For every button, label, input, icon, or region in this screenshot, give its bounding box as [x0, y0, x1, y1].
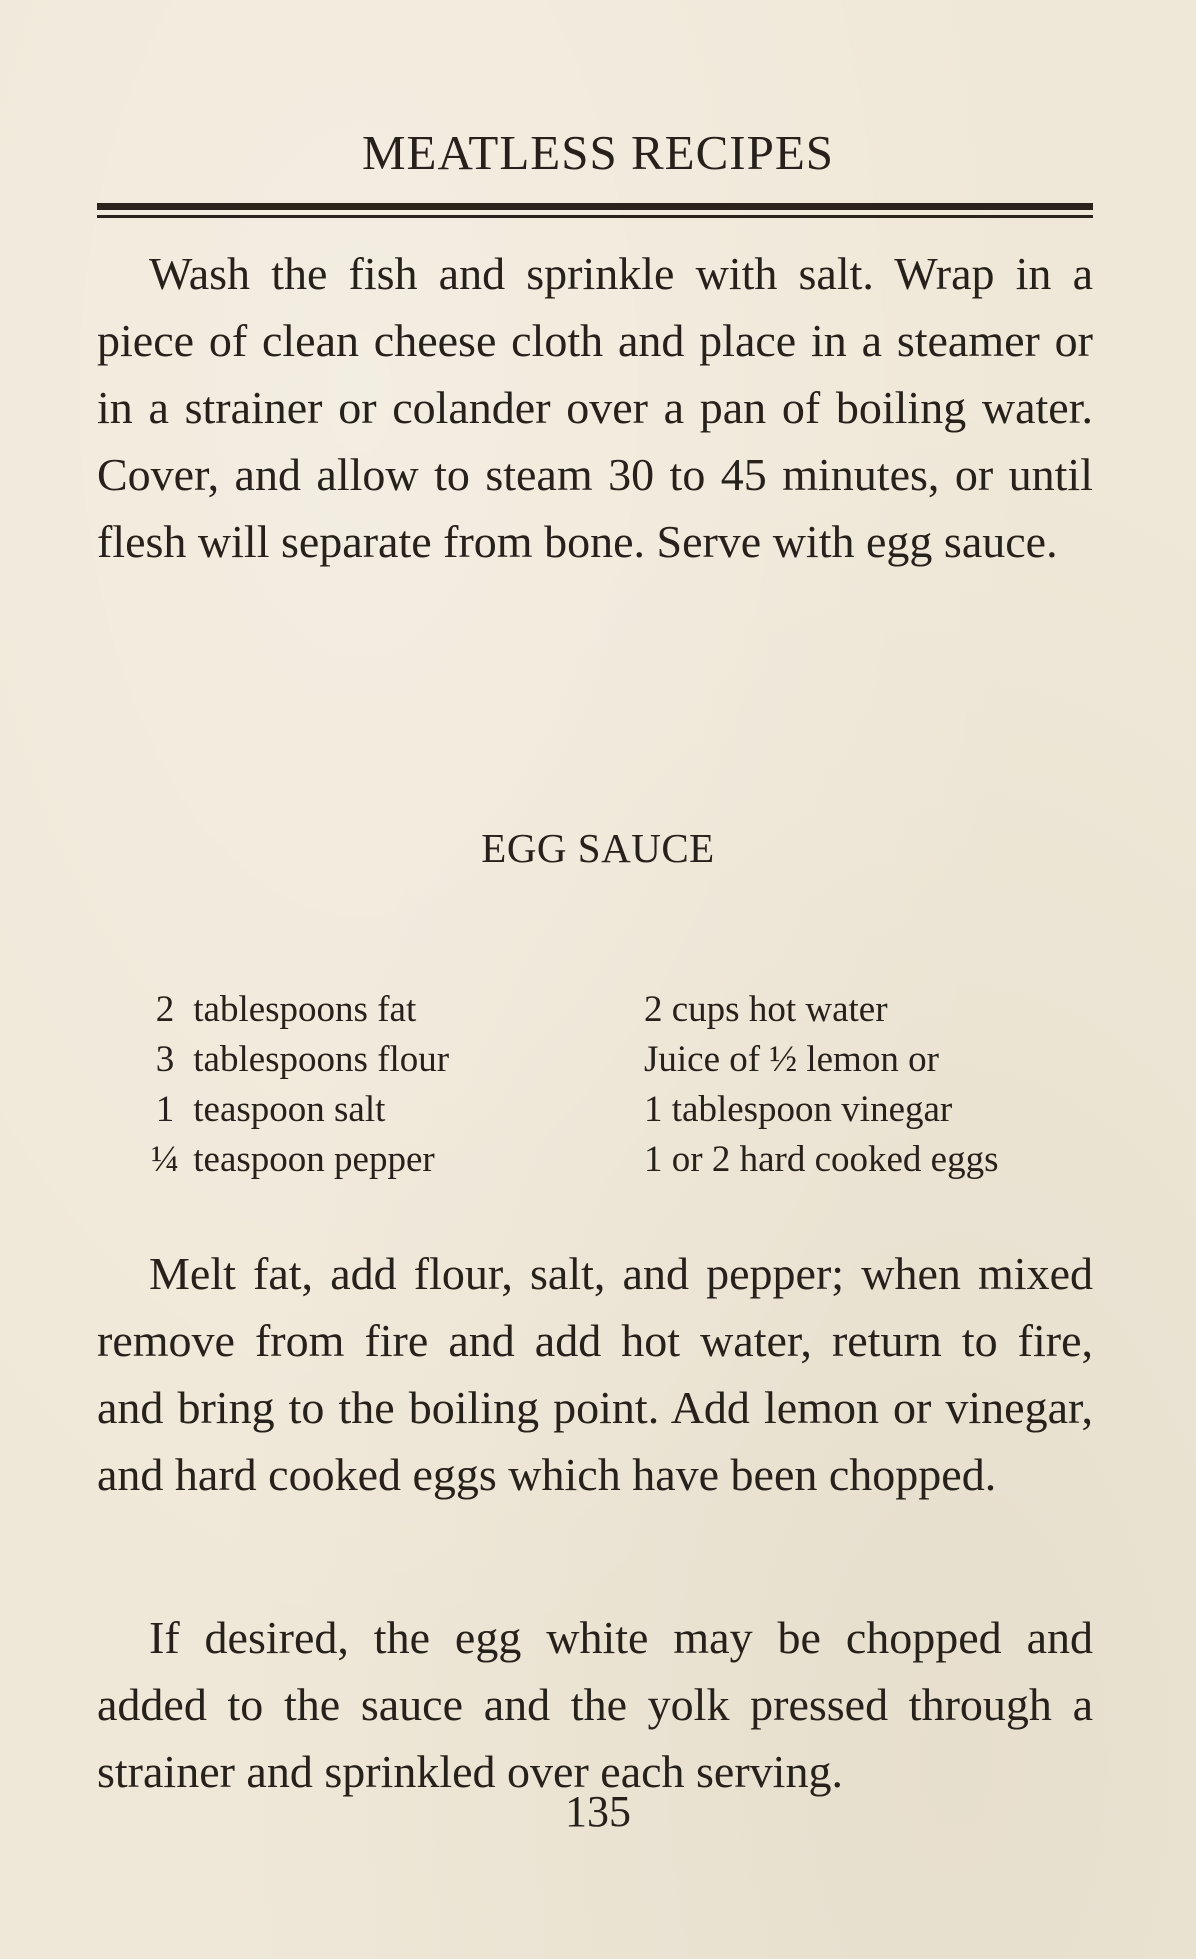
ingredient-quantity: ¼: [151, 1139, 179, 1180]
ingredient-row: [146, 1035, 576, 1085]
ingredient-item: tablespoons fat: [193, 989, 417, 1030]
running-header: MEATLESS RECIPES: [361, 125, 835, 180]
ingredient-item: teaspoon salt: [193, 1089, 386, 1130]
ingredient-quantity: 1: [155, 1089, 175, 1130]
page-number: 135: [565, 1787, 631, 1836]
ingredient-row: 2 cups hot water: [644, 989, 888, 1030]
ingredient-item: tablespoons flour: [193, 1039, 450, 1080]
ingredients-list-left: [146, 985, 576, 1185]
ingredient-item: teaspoon pepper: [193, 1139, 435, 1180]
ingredient-row: 1 tablespoon vinegar: [644, 1089, 953, 1130]
header-double-rule: [97, 203, 1093, 219]
ingredient-row: [146, 985, 576, 1035]
ingredient-quantity: 3: [155, 1039, 175, 1080]
header-rule-thin: [97, 215, 1093, 218]
header-rule-thick: [97, 203, 1093, 210]
ingredient-row: 1 or 2 hard cooked eggs: [644, 1139, 999, 1180]
ingredient-row: Juice of ½ lemon or: [644, 1039, 939, 1080]
sauce-note-paragraph: If desired, the egg white may be chopped and added to the sauce and the yolk pressed through a strainer and sprinkled over each serving.: [97, 1612, 1093, 1797]
section-title-egg-sauce: EGG SAUCE: [481, 825, 715, 871]
ingredient-row: [146, 1135, 576, 1185]
ingredients-list-right: [644, 985, 1104, 1185]
ingredient-row: [146, 1085, 576, 1135]
fish-instructions-paragraph: Wash the fish and sprinkle with salt. Wrap in a piece of clean cheese cloth and place in a steamer or in a strainer or colander over a pan of boiling water. Cover, and allow to steam 30 to 45 minutes, or until flesh will separate from bone. Serve with egg sauce.: [97, 248, 1093, 567]
sauce-method-paragraph: Melt fat, add flour, salt, and pepper; when mixed remove from fire and add hot water, return to fire, and bring to the boiling point. Add lemon or vinegar, and hard cooked eggs which have been chopped.: [97, 1248, 1093, 1500]
ingredient-quantity: 2: [155, 989, 175, 1030]
